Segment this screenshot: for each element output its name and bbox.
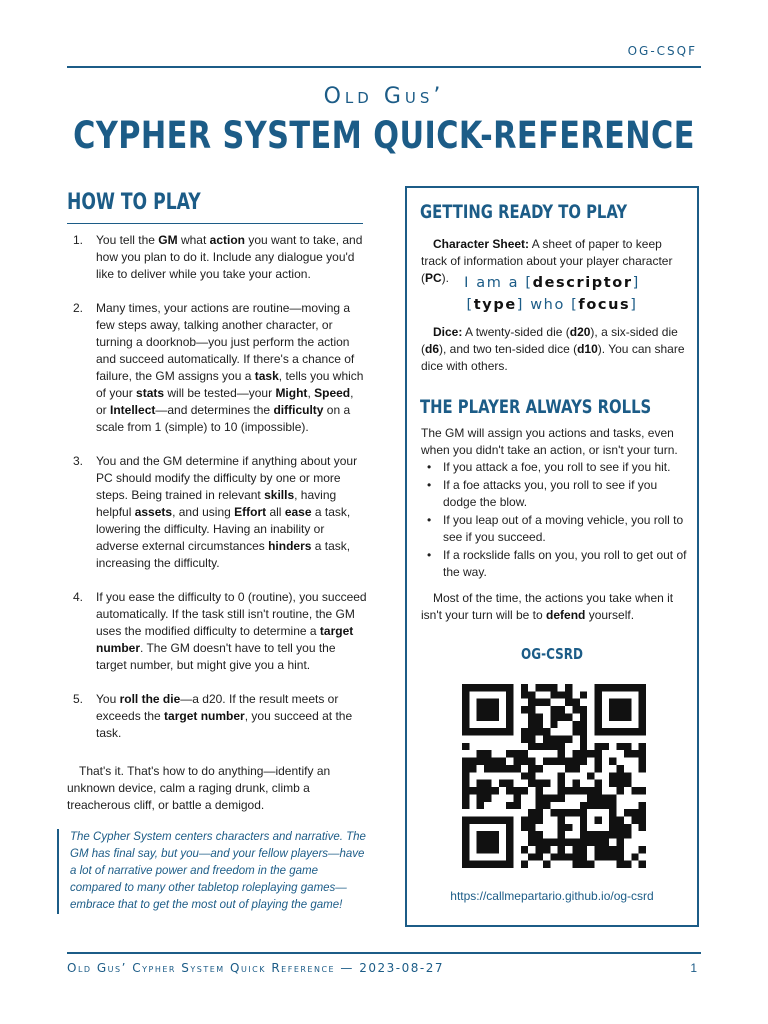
how-to-play-steps [67,232,367,759]
bullet-item: • If you attack a foe, you roll to see if you hit. [427,460,671,474]
bold-term: roll the die [119,692,181,706]
bold-term: difficulty [273,403,324,417]
step-number: 2. [73,301,84,315]
document-title: CYPHER SYSTEM QUICK-REFERENCE [73,114,695,157]
bold-term: d6 [425,342,440,356]
bold-term: GM [158,233,178,247]
bullet-item: • If a rockslide falls on you, you roll to get out of the way. [427,548,687,579]
step-item: 5. You roll the die—a d20. If the result meets or exceeds the target number, you succeed at the task. [73,692,353,740]
how-to-play-closing: That's it. That's how to do anything—identify an unknown device, calm a raging drunk, climb a treacherous cliff, or battle a demigod. [67,764,331,812]
getting-ready-heading: GETTING READY TO PLAY [420,201,628,223]
footer-text: Old Gus’ Cypher System Quick Reference — 2023-08-27 [67,961,444,975]
bold-term: ease [284,505,312,519]
bold-term: PC [425,271,442,285]
bold-term: target number [164,709,245,723]
narrative-quote: The Cypher System centers characters and narrative. The GM has final say, but you—and your fellow players—have a lot of narrative power and freedom in the game compared to many other tabletop roleplaying games—embrace that to get the most out of playing the game! [57,829,370,914]
step-item: 1. You tell the GM what action you want to take, and how you plan to do it. Include any dialogue you'd like to deliver while you take your action. [73,233,363,281]
step-number: 4. [73,590,84,604]
bullet-icon: • [427,460,432,474]
how-to-play-rule [67,223,363,224]
csrd-link[interactable]: https://callmepartario.github.io/og-csrd [450,889,654,903]
bullet-item: • If a foe attacks you, you roll to see if you dodge the blow. [427,478,658,509]
bold-term: descriptor [532,275,633,291]
bullet-icon: • [427,513,432,527]
bold-term: d10 [577,342,598,356]
document-subtitle: Old Gus’ [323,84,445,109]
bold-term: stats [136,386,165,400]
bold-term: focus [578,297,631,313]
character-template-line-1: I am a [descriptor] [464,275,640,291]
character-sheet-text: Character Sheet: A sheet of paper to keep track of information about your player character (PC). [421,237,673,285]
bold-term: Effort [234,505,267,519]
player-rolls-heading: THE PLAYER ALWAYS ROLLS [420,396,652,418]
bold-term: Dice: [433,325,463,339]
how-to-play-heading: HOW TO PLAY [67,190,201,215]
bold-term: task [254,369,279,383]
step-number: 1. [73,233,84,247]
step-item: 3. You and the GM determine if anything about your PC should modify the difficulty by one or more steps. Being trained in relevant skills, having helpful assets, and using Effort all ease a task, lowering the difficulty. Having an inability or adverse external circumstances hinders a task, increasing the difficulty. [73,454,358,570]
bold-term: target number [96,624,354,655]
step-number: 3. [73,454,84,468]
bold-term: d20 [569,325,591,339]
step-item: 4. If you ease the difficulty to 0 (routine), you succeed automatically. If the task still isn't routine, the GM uses the modified difficulty to determine a target number. The GM doesn't have to tell you the target number, but might give you a hint. [73,590,367,672]
bold-term: hinders [268,539,312,553]
bold-term: type [473,297,517,313]
step-number: 5. [73,692,84,706]
step-item: 2. Many times, your actions are routine—moving a few steps away, talking another character, or turning a doorknob—you just perform the action and succeed automatically. If there's a chance of failure, the GM assigns you a task, tells you which of your stats will be tested—your Might, Speed, or Intellect—and determines the difficulty on a scale from 1 (simple) to 10 (impossible). [73,301,364,434]
bold-term: assets [134,505,173,519]
bullet-item: • If you leap out of a moving vehicle, you roll to see if you succeed. [427,513,684,544]
qr-code-image [462,684,646,868]
bold-term: action [209,233,245,247]
bold-term: defend [546,608,586,622]
bold-term: skills [264,488,295,502]
bold-term: Might [275,386,308,400]
page-number: 1 [690,961,697,975]
character-template-line-2: [type] who [focus] [466,297,638,313]
player-rolls-intro: The GM will assign you actions and tasks, even when you didn't take an action, or isn't your turn. [421,426,678,457]
document-code: OG-CSQF [627,44,697,58]
bullet-icon: • [427,478,432,492]
bullet-icon: • [427,548,432,562]
header-rule [67,66,701,68]
player-rolls-bullets [421,459,693,582]
footer-rule [67,952,701,954]
csrd-label: OG-CSRD [521,645,583,663]
player-rolls-closing: Most of the time, the actions you take when it isn't your turn will be to defend yourself. [421,591,674,622]
bold-term: Character Sheet: [433,237,530,251]
bold-term: Speed [314,386,351,400]
bold-term: Intellect [110,403,156,417]
dice-text: Dice: A twenty-sided die (d20), a six-sided die (d6), and two ten-sided dice (d10). You can share dice with others. [421,325,685,373]
